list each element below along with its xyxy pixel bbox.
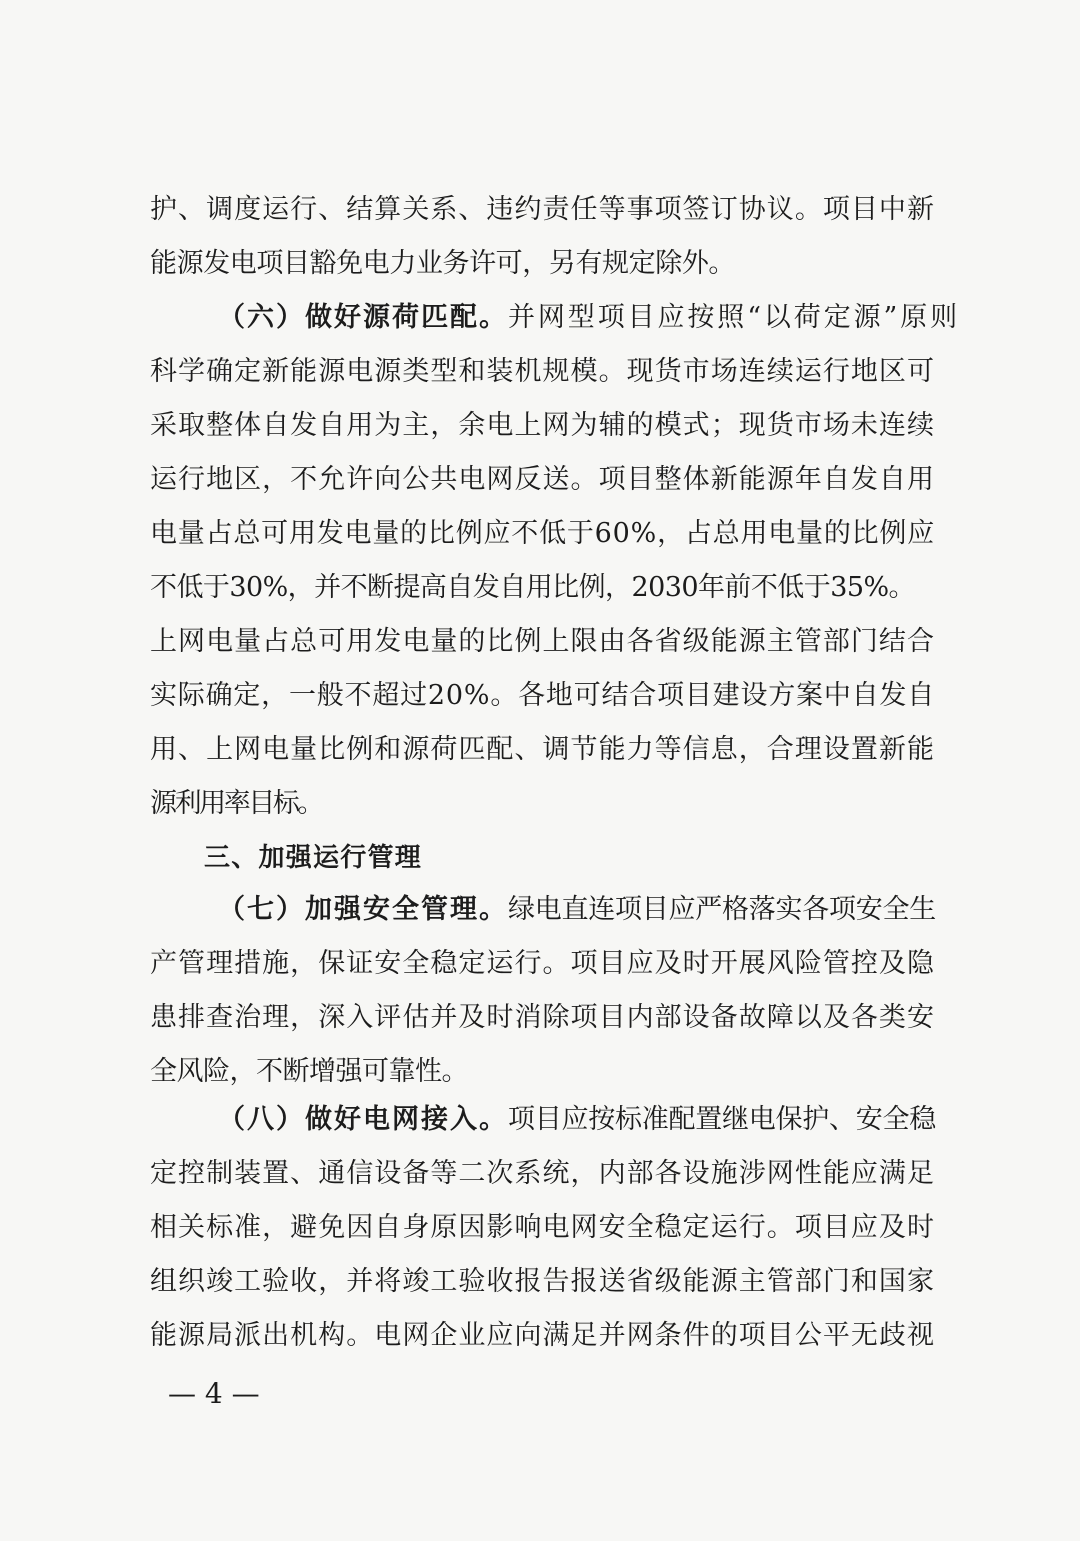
paragraph-6-line-1: （六）做好源荷匹配。并网型项目应按照“以荷定源”原则 [0, 292, 1080, 344]
text-line-2: 能源发电项目豁免电力业务许可，另有规定除外。 [150, 248, 735, 279]
item-6-heading: （六）做好源荷匹配。 [218, 302, 508, 333]
item-7-heading: （七）加强安全管理。 [218, 894, 508, 925]
text-line-8: 不低于30%，并不断提高自发自用比例，2030年前不低于35%。 [150, 572, 915, 603]
item-8-heading: （八）做好电网接入。 [218, 1104, 508, 1135]
text-line-11: 用、上网电量比例和源荷匹配、调节能力等信息，合理设置新能 [150, 734, 935, 765]
text-line-20: 相关标准，避免因自身原因影响电网安全稳定运行。项目应及时 [150, 1212, 935, 1243]
text-line-9: 上网电量占总可用发电量的比例上限由各省级能源主管部门结合 [150, 626, 935, 657]
text-line-16: 患排查治理，深入评估并及时消除项目内部设备故障以及各类安 [150, 1002, 935, 1033]
text-line-1: 护、调度运行、结算关系、违约责任等事项签订协议。项目中新 [150, 194, 935, 225]
page-number: — 4 — [168, 1377, 260, 1410]
text-line-7: 电量占总可用发电量的比例应不低于60%，占总用电量的比例应 [150, 518, 935, 549]
paragraph-7-line-1: （七）加强安全管理。绿电直连项目应严格落实各项安全生 [0, 884, 1080, 936]
text-line-21: 组织竣工验收，并将竣工验收报告报送省级能源主管部门和国家 [150, 1266, 935, 1297]
section-heading: 三、加强运行管理 [204, 843, 422, 873]
text-line-4: 科学确定新能源电源类型和装机规模。现货市场连续运行地区可 [150, 356, 935, 387]
text-line-10: 实际确定，一般不超过20%。各地可结合项目建设方案中自发自 [150, 680, 935, 711]
text-line-22: 能源局派出机构。电网企业应向满足并网条件的项目公平无歧视 [150, 1320, 935, 1351]
text-line-6: 运行地区，不允许向公共电网反送。项目整体新能源年自发自用 [150, 464, 935, 495]
text-line-19: 定控制装置、通信设备等二次系统，内部各设施涉网性能应满足 [150, 1158, 935, 1189]
text-line-5: 采取整体自发自用为主，余电上网为辅的模式；现货市场未连续 [150, 410, 935, 441]
text-line-17: 全风险，不断增强可靠性。 [150, 1056, 468, 1087]
text-line-15: 产管理措施，保证安全稳定运行。项目应及时开展风险管控及隐 [150, 948, 935, 979]
text-line-12: 源利用率目标。 [150, 788, 322, 819]
paragraph-8-line-1: （八）做好电网接入。项目应按标准配置继电保护、安全稳 [0, 1094, 1080, 1146]
